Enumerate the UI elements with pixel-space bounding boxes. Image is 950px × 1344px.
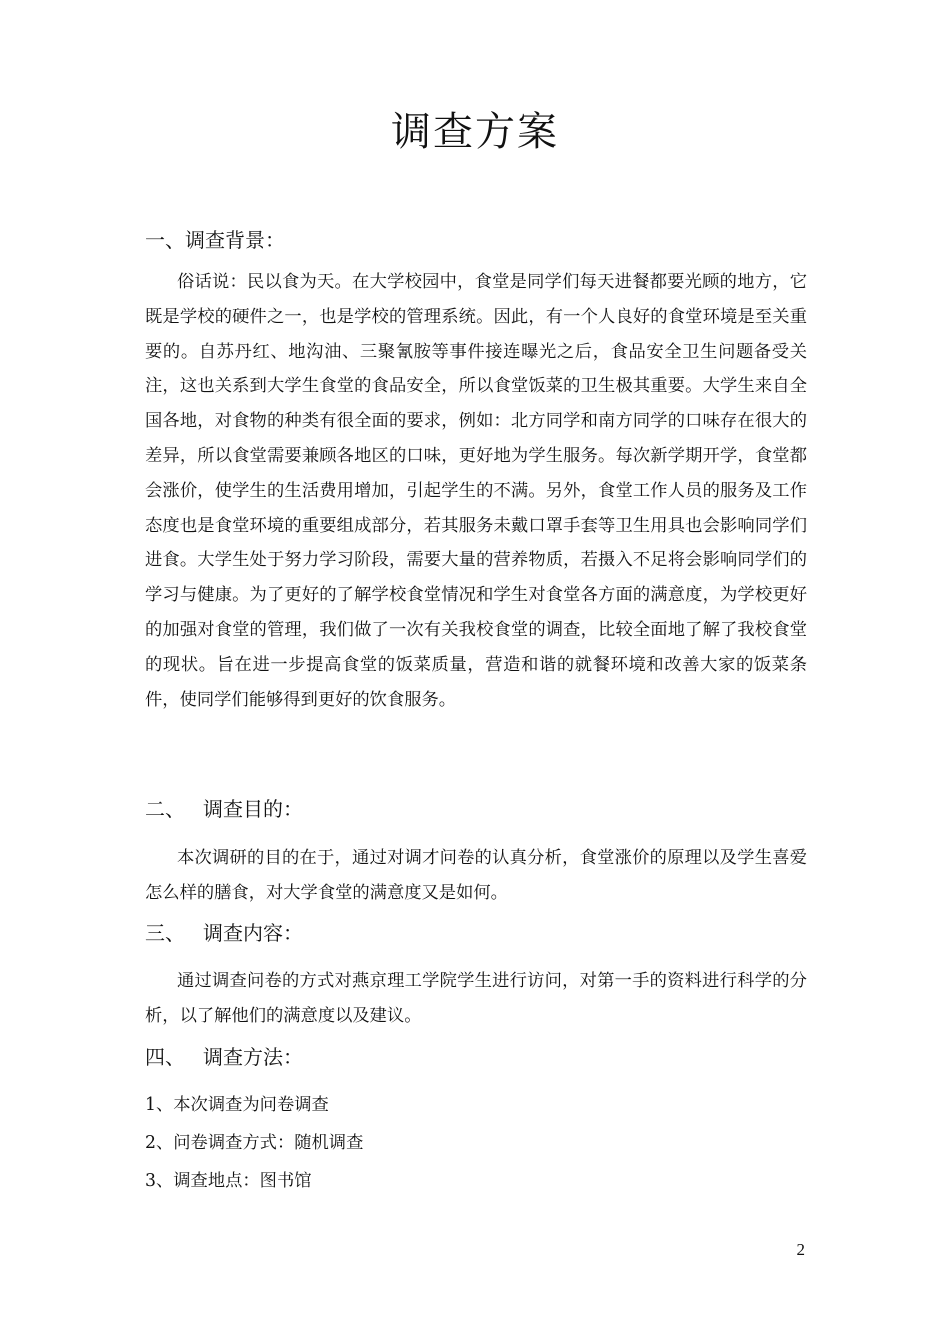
section-body-purpose: 本次调研的目的在于，通过对调才问卷的认真分析，食堂涨价的原理以及学生喜爱怎么样的膳食，对大学食堂的满意度又是如何。 [145,848,807,903]
section-heading-text: 一、调查背景： [145,228,285,252]
section-heading-content [145,918,303,948]
list-item: 3、调查地点：图书馆 [145,1171,312,1191]
section-heading-method [145,1042,303,1072]
page-number: 2 [796,1240,805,1259]
section-heading-text: 调查内容： [203,921,303,945]
section-heading-text: 调查方法： [203,1045,303,1069]
section-heading-text: 调查目的： [203,797,303,821]
list-item: 1、本次调查为问卷调查 [145,1095,329,1115]
list-item: 2、问卷调查方式：随机调查 [145,1133,364,1153]
section-heading-purpose [145,794,303,824]
section-body-background: 俗话说：民以食为天。在大学校园中，食堂是同学们每天进餐都要光顾的地方，它既是学校的硬件之一，也是学校的管理系统。因此，有一个人良好的食堂环境是至关重要的。自苏丹红、地沟油、三聚氰胺等事件接连曝光之后，食品安全卫生问题备受关注，这也关系到大学生食堂的食品安全，所以食堂饭菜的卫生极其重要。大学生来自全国各地，对食物的种类有很全面的要求，例如：北方同学和南方同学的口味存在很大的差异，所以食堂需要兼顾各地区的口味，更好地为学生服务。每次新学期开学，食堂都会涨价，使学生的生活费用增加，引起学生的不满。另外，食堂工作人员的服务及工作态度也是食堂环境的重要组成部分，若其服务未戴口罩手套等卫生用具也会影响同学们进食。大学生处于努力学习阶段，需要大量的营养物质，若摄入不足将会影响同学们的学习与健康。为了更好的了解学校食堂情况和学生对食堂各方面的满意度，为学校更好的加强对食堂的管理，我们做了一次有关我校食堂的调查，比较全面地了解了我校食堂的现状。旨在进一步提高食堂的饭菜质量，营造和谐的就餐环境和改善大家的饭菜条件，使同学们能够得到更好的饮食服务。 [145,272,807,710]
method-list [145,1086,363,1200]
section-number: 二、 [145,797,185,821]
section-body-content: 通过调查问卷的方式对燕京理工学院学生进行访问，对第一手的资料进行科学的分析，以了解他们的满意度以及建议。 [145,971,807,1026]
document-title: 调查方案 [391,109,559,155]
section-number: 四、 [145,1045,185,1069]
section-heading-background [145,225,285,255]
section-number: 三、 [145,921,185,945]
